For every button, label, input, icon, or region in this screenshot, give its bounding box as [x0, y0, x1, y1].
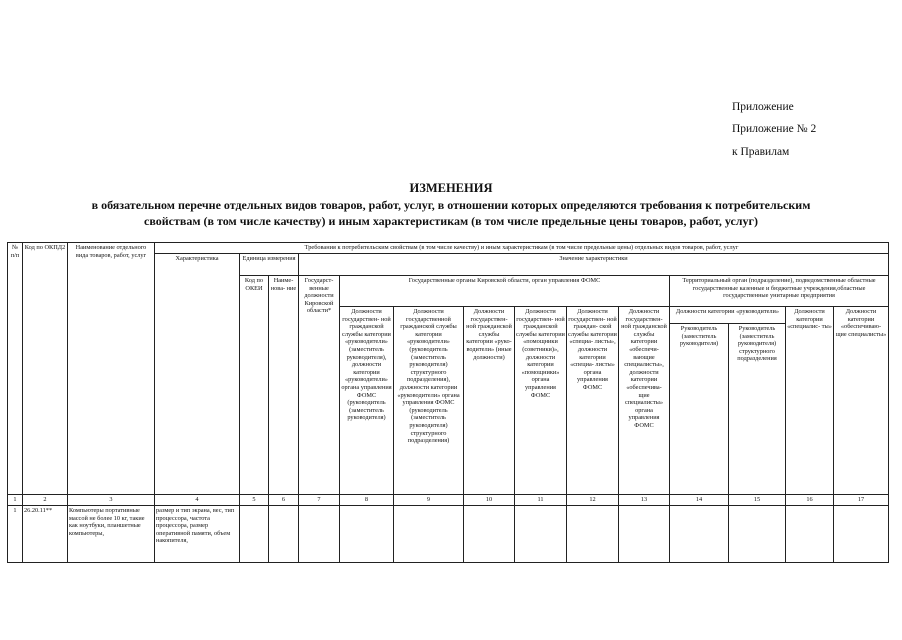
row-cell [669, 505, 729, 563]
col-header-terr-leaders: Должности категории «руководители» [669, 306, 786, 324]
number-cell: 4 [154, 494, 240, 506]
col-header-unit: Единица измерения [239, 253, 299, 276]
number-cell: 6 [268, 494, 299, 506]
number-cell: 9 [393, 494, 464, 506]
number-cell: 13 [618, 494, 670, 506]
row-okpd: 26.20.11** [22, 505, 68, 563]
row-cell [833, 505, 889, 563]
number-cell: 12 [566, 494, 619, 506]
col-header-15: Руководитель (заместитель руководителя) структурного подразделения [728, 323, 786, 495]
col-header-10: Должности государствен- ной гражданской службы категории «руко- водители» (иные должности) [463, 306, 515, 495]
header-annex-number: Приложение № 2 [732, 123, 817, 135]
col-header-11: Должности государствен- ной гражданской службы категории «помощники (советники)», должности категории «помощники» органа управления ФОМС [514, 306, 567, 495]
col-header-17: Должности категории «обеспечиваю- щие специалисты» [833, 306, 889, 495]
number-cell: 11 [514, 494, 567, 506]
col-header-okei: Код по ОКЕИ [239, 275, 269, 495]
row-name: Компьютеры портативные массой не более 10 кг, такие как ноутбуки, планшетные компьютеры, [67, 505, 155, 563]
col-header-14: Руководитель (заместитель руководителя) [669, 323, 729, 495]
col-header-unit-name: Наиме- нова- ние [268, 275, 299, 495]
col-header-no: № п/п [7, 242, 23, 495]
col-header-gos: Государст- венные должности Кировской области* [298, 275, 340, 495]
number-cell: 5 [239, 494, 269, 506]
row-cell [339, 505, 394, 563]
col-header-8: Должности государствен- ной гражданской службы категории «руководители» (заместитель руководителя), должности категории «руководители» органа управления ФОМС (руководитель (заместитель руководителя) [339, 306, 394, 495]
number-cell: 10 [463, 494, 515, 506]
col-header-13: Должности государствен- ной гражданской службы категории «обеспечи- вающие специалисты», должности категории «обеспечива- щие специалисты» органа управления ФОМС [618, 306, 670, 495]
number-cell: 3 [67, 494, 155, 506]
number-cell: 14 [669, 494, 729, 506]
number-cell: 7 [298, 494, 340, 506]
row-characteristic: размер и тип экрана, вес, тип процессора, частота процессора, размер оперативной памяти, объем накопителя, [154, 505, 240, 563]
number-cell: 8 [339, 494, 394, 506]
row-cell [514, 505, 567, 563]
header-rules: к Правилам [732, 146, 790, 158]
row-cell [618, 505, 670, 563]
col-header-requirements: Требования к потребительским свойствам (в том числе качеству) и иным характеристикам (в том числе предельные цены) отдельных видов товаров, работ, услуг [154, 242, 889, 254]
row-cell [728, 505, 786, 563]
row-cell [298, 505, 340, 563]
number-cell: 2 [22, 494, 68, 506]
col-header-characteristic: Характеристика [154, 253, 240, 495]
col-header-16: Должности категории «специалис- ты» [785, 306, 834, 495]
col-header-12: Должности государствен- ной граждан- ской службы категории «специа- листы», должности категории «специа- листы» органа управления ФОМС [566, 306, 619, 495]
header-annex: Приложение [732, 101, 794, 113]
col-header-value: Значение характеристики [298, 253, 889, 276]
number-cell: 15 [728, 494, 786, 506]
row-no: 1 [7, 505, 23, 563]
col-header-org: Государственные органы Кировской области, орган управления ФОМС [339, 275, 670, 307]
col-header-name: Наименование отдельного вида товаров, работ, услуг [67, 242, 155, 495]
row-cell [393, 505, 464, 563]
document-title: ИЗМЕНЕНИЯ [409, 181, 493, 195]
document-subtitle-2: свойствам (в том числе качеству) и иным характеристикам (в том числе предельные цены товаров, работ, услуг) [144, 214, 758, 228]
col-header-terr: Территориальный орган (подразделение), подведомственные областные государственные казенные и бюджетные учреждения,областные государственные унитарные предприятия [669, 275, 889, 307]
number-cell: 16 [785, 494, 834, 506]
row-cell [463, 505, 515, 563]
col-header-okpd: Код по ОКПД2 [22, 242, 68, 495]
col-header-9: Должности государственной гражданской службы категории «руководители» (руководитель (заместитель руководителя) структурного подразделения), должности категории «руководители» органа управления ФОМС (руководитель (заместитель руководителя) структурного подразделения) [393, 306, 464, 495]
number-cell: 17 [833, 494, 889, 506]
number-cell: 1 [7, 494, 23, 506]
row-cell [239, 505, 269, 563]
document-subtitle-1: в обязательном перечне отдельных видов товаров, работ, услуг, в отношении которых определяются требования к потребительским [91, 198, 811, 212]
row-cell [268, 505, 299, 563]
row-cell [785, 505, 834, 563]
row-cell [566, 505, 619, 563]
